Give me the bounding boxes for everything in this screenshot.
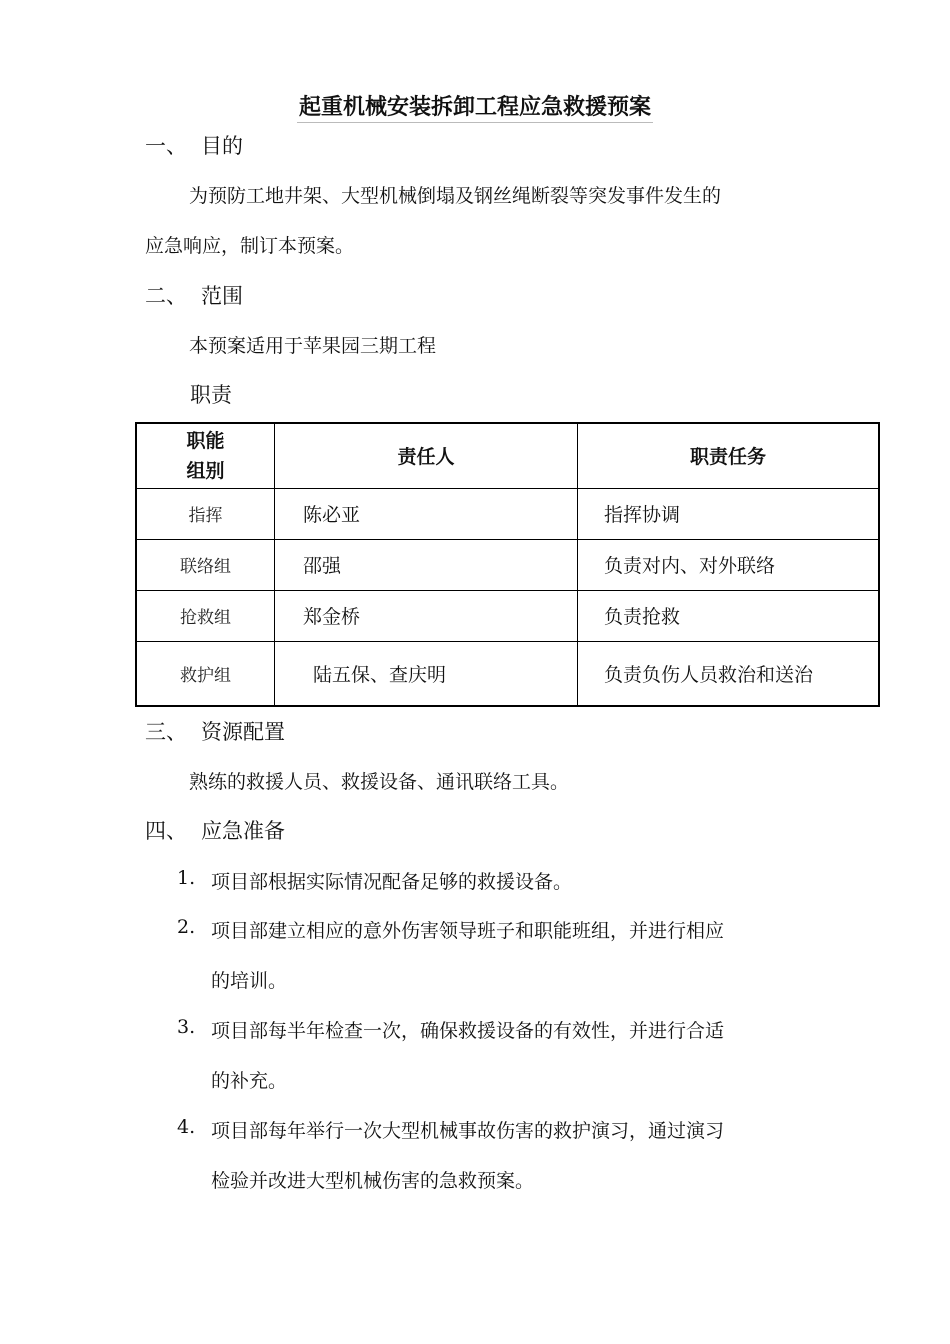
list-item-line: 项目部每半年检查一次，确保救援设备的有效性，并进行合适 <box>211 1020 725 1042</box>
table-row <box>136 488 879 539</box>
header-cell-group <box>136 423 275 488</box>
section-title: 范围 <box>201 284 243 308</box>
section-heading-4 <box>145 815 285 845</box>
list-number: 2. <box>177 916 196 938</box>
subheading-duties: 职责 <box>190 383 232 407</box>
list-item-line: 项目部根据实际情况配备足够的救援设备。 <box>211 871 573 893</box>
cell-task: 负责抢救 <box>578 590 880 641</box>
section-title: 目的 <box>201 134 243 158</box>
duty-table <box>135 422 880 707</box>
section-heading-1 <box>145 130 243 160</box>
table-row <box>136 539 879 590</box>
list-number: 4. <box>177 1116 196 1138</box>
section-number: 三、 <box>145 720 187 744</box>
cell-group: 救护组 <box>136 641 275 706</box>
document-title <box>0 90 950 121</box>
cell-task: 指挥协调 <box>578 488 880 539</box>
list-number: 1. <box>177 867 196 889</box>
cell-task: 负责负伤人员救治和送治 <box>578 641 880 706</box>
cell-person: 邵强 <box>275 539 578 590</box>
paragraph-line: 为预防工地井架、大型机械倒塌及钢丝绳断裂等突发事件发生的 <box>189 185 722 207</box>
section-number: 二、 <box>145 284 187 308</box>
section-title: 资源配置 <box>201 720 285 744</box>
list-item-line: 项目部建立相应的意外伤害领导班子和职能班组，并进行相应 <box>211 920 725 942</box>
cell-person: 郑金桥 <box>275 590 578 641</box>
paragraph-line: 熟练的救援人员、救援设备、通讯联络工具。 <box>189 771 570 793</box>
section-number: 一、 <box>145 134 187 158</box>
cell-group: 联络组 <box>136 539 275 590</box>
header-cell-person: 责任人 <box>275 423 578 488</box>
list-item-line: 项目部每年举行一次大型机械事故伤害的救护演习，通过演习 <box>211 1120 725 1142</box>
paragraph-line: 本预案适用于苹果园三期工程 <box>189 335 437 357</box>
section-number: 四、 <box>145 819 187 843</box>
paragraph-line: 应急响应，制订本预案。 <box>145 235 355 257</box>
cell-group: 指挥 <box>136 488 275 539</box>
header-text: 职能 <box>186 429 225 452</box>
section-heading-2 <box>145 280 243 310</box>
cell-person: 陈必亚 <box>275 488 578 539</box>
cell-person: 陆五保、查庆明 <box>275 641 578 706</box>
header-text: 组别 <box>186 459 225 482</box>
table-header-row <box>136 423 879 488</box>
list-item-line: 的补充。 <box>211 1070 288 1092</box>
table-row <box>136 641 879 706</box>
list-item-line: 检验并改进大型机械伤害的急救预案。 <box>211 1170 535 1192</box>
header-cell-task: 职责任务 <box>578 423 880 488</box>
cell-task: 负责对内、对外联络 <box>578 539 880 590</box>
list-item-line: 的培训。 <box>211 970 288 992</box>
section-title: 应急准备 <box>201 819 285 843</box>
cell-group: 抢救组 <box>136 590 275 641</box>
table-row <box>136 590 879 641</box>
section-heading-3 <box>145 716 285 746</box>
list-number: 3. <box>177 1016 196 1038</box>
document-title-text: 起重机械安装拆卸工程应急救援预案 <box>297 95 653 123</box>
